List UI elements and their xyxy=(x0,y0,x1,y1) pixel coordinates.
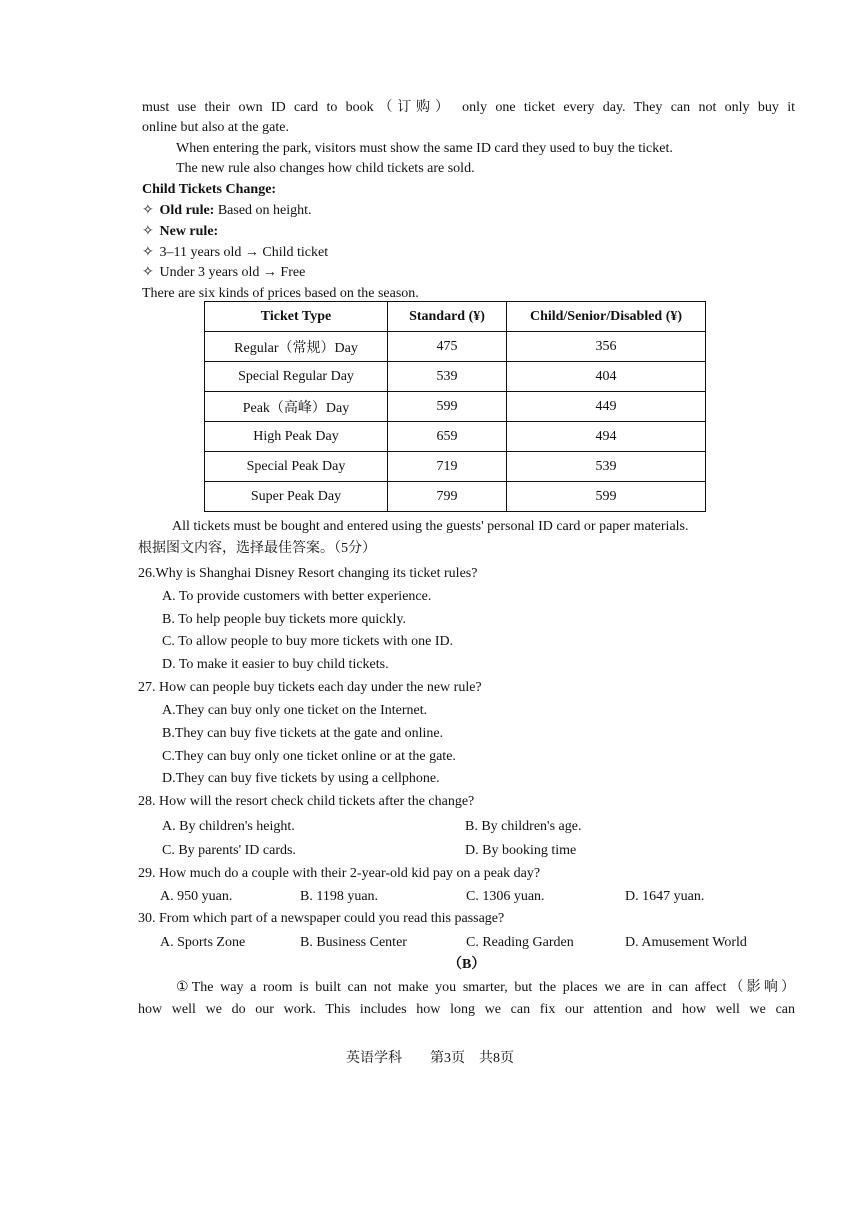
standard-price-cell: 475 xyxy=(388,332,507,362)
child-price-cell: 494 xyxy=(507,422,706,452)
intro-line-1: must use their own ID card to book（订购） only one ticket every day. They can not only buy it xyxy=(142,100,795,115)
rule-item-free xyxy=(142,264,305,282)
header-child-senior-disabled: Child/Senior/Disabled (¥) xyxy=(507,302,706,332)
section-b-line-1: ①The way a room is built can not make you smarter, but the places we are in can affect（影响） xyxy=(176,980,795,995)
intro-line-2: online but also at the gate. xyxy=(142,120,289,135)
diamond-bullet-icon: ✧ xyxy=(142,203,154,218)
ticket-type-cell: Peak（高峰）Day xyxy=(205,392,388,422)
question-27-option-a: A.They can buy only one ticket on the Internet. xyxy=(162,703,428,718)
standard-price-cell: 599 xyxy=(388,392,507,422)
ticket-type-cell: High Peak Day xyxy=(205,422,388,452)
question-29-option-c: C. 1306 yuan. xyxy=(466,889,545,904)
question-27-option-c: C.They can buy only one ticket online or at the gate. xyxy=(162,749,456,764)
page-footer: 英语学科 第3页 共8页 xyxy=(346,1051,514,1066)
section-b-line-2: how well we do our work. This includes how long we can fix our attention and how well we can xyxy=(138,1002,795,1017)
question-28-option-a: A. By children's height. xyxy=(162,819,295,834)
price-table-header-row xyxy=(205,302,706,332)
table-row xyxy=(205,362,706,392)
question-26-option-a: A. To provide customers with better experience. xyxy=(162,589,432,604)
old-rule-label: Old rule: xyxy=(159,203,215,218)
diamond-bullet-icon: ✧ xyxy=(142,245,154,260)
ticket-type-cell: Super Peak Day xyxy=(205,482,388,512)
table-row xyxy=(205,482,706,512)
old-rule-item xyxy=(142,202,312,220)
child-tickets-heading: Child Tickets Change: xyxy=(142,182,277,197)
child-price-cell: 599 xyxy=(507,482,706,512)
rule-free-text: Under 3 years old → Free xyxy=(159,265,306,280)
ticket-type-cell: Regular（常规）Day xyxy=(205,332,388,362)
question-30-option-a: A. Sports Zone xyxy=(160,935,246,950)
diamond-bullet-icon: ✧ xyxy=(142,265,154,280)
old-rule-text: Based on height. xyxy=(217,203,312,218)
question-30-stem: 30. From which part of a newspaper could you read this passage? xyxy=(138,911,505,926)
standard-price-cell: 719 xyxy=(388,452,507,482)
question-27-stem: 27. How can people buy tickets each day under the new rule? xyxy=(138,680,482,695)
standard-price-cell: 659 xyxy=(388,422,507,452)
standard-price-cell: 799 xyxy=(388,482,507,512)
question-29-option-a: A. 950 yuan. xyxy=(160,889,233,904)
question-28-option-d: D. By booking time xyxy=(465,843,577,858)
question-30-option-d: D. Amusement World xyxy=(625,935,747,950)
rule-item-child xyxy=(142,244,328,262)
question-26-option-b: B. To help people buy tickets more quickly. xyxy=(162,612,406,627)
question-28-stem: 28. How will the resort check child tickets after the change? xyxy=(138,794,475,809)
ticket-type-cell: Special Peak Day xyxy=(205,452,388,482)
table-row xyxy=(205,452,706,482)
prices-intro: There are six kinds of prices based on the season. xyxy=(142,286,419,301)
standard-price-cell: 539 xyxy=(388,362,507,392)
question-29-stem: 29. How much do a couple with their 2-year-old kid pay on a peak day? xyxy=(138,866,541,881)
question-27-option-b: B.They can buy five tickets at the gate and online. xyxy=(162,726,444,741)
price-table xyxy=(204,301,706,512)
child-price-cell: 356 xyxy=(507,332,706,362)
question-26-stem: 26.Why is Shanghai Disney Resort changing its ticket rules? xyxy=(138,566,478,581)
question-28-option-b: B. By children's age. xyxy=(465,819,582,834)
question-26-option-d: D. To make it easier to buy child tickets. xyxy=(162,657,389,672)
instruction: 根据图文内容，选择最佳答案。（5分） xyxy=(138,541,376,556)
after-table-note: All tickets must be bought and entered using the guests' personal ID card or paper materials. xyxy=(172,519,689,534)
intro-line-4: The new rule also changes how child tickets are sold. xyxy=(176,161,475,176)
question-29-option-b: B. 1198 yuan. xyxy=(300,889,379,904)
question-26-option-c: C. To allow people to buy more tickets with one ID. xyxy=(162,634,454,649)
diamond-bullet-icon: ✧ xyxy=(142,224,154,239)
table-row xyxy=(205,392,706,422)
question-30-option-c: C. Reading Garden xyxy=(466,935,574,950)
child-price-cell: 539 xyxy=(507,452,706,482)
table-row xyxy=(205,332,706,362)
child-price-cell: 404 xyxy=(507,362,706,392)
intro-line-3: When entering the park, visitors must show the same ID card they used to buy the ticket. xyxy=(176,141,673,156)
rule-child-text: 3–11 years old → Child ticket xyxy=(159,245,329,260)
table-row xyxy=(205,422,706,452)
header-standard: Standard (¥) xyxy=(388,302,507,332)
question-29-option-d: D. 1647 yuan. xyxy=(625,889,705,904)
question-28-option-c: C. By parents' ID cards. xyxy=(162,843,296,858)
new-rule-item xyxy=(142,223,218,241)
new-rule-label: New rule: xyxy=(159,224,219,239)
header-ticket-type: Ticket Type xyxy=(205,302,388,332)
ticket-type-cell: Special Regular Day xyxy=(205,362,388,392)
question-27-option-d: D.They can buy five tickets by using a cellphone. xyxy=(162,771,440,786)
child-price-cell: 449 xyxy=(507,392,706,422)
question-30-option-b: B. Business Center xyxy=(300,935,407,950)
section-b-heading: （B） xyxy=(448,957,486,972)
